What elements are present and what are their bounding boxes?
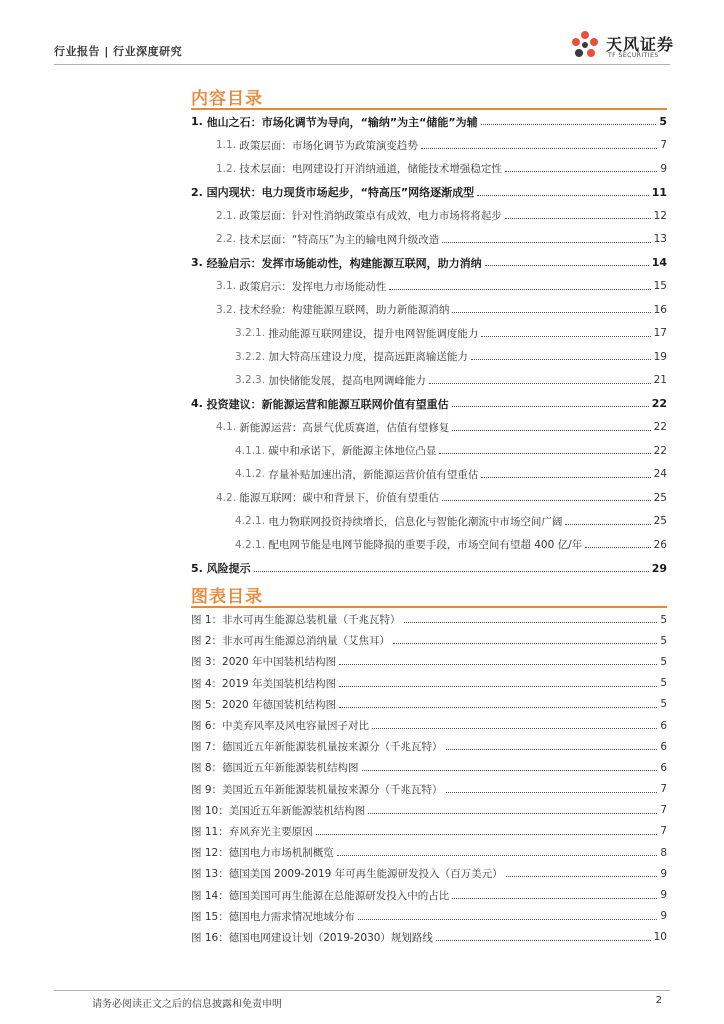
figure-entry-label: 图 14：德国美国可再生能源在总能源研发投入中的占比 [191,889,450,902]
toc-entry-number: 4.1.2. [235,468,269,481]
toc-leader-dots [481,477,650,478]
figure-leader-dots [358,919,658,920]
toc-entry-number: 3. [191,256,207,270]
toc-entry-label: 技术层面：“特高压”为主的输电网升级改造 [239,233,440,246]
toc-entry[interactable] [191,486,667,510]
toc-entry-page: 17 [653,327,667,340]
figures-title: 图表目录 [191,587,263,607]
toc-entry-page: 11 [651,185,667,199]
toc-entry-page: 19 [653,350,667,363]
toc-entry-number: 1.2. [216,162,240,175]
toc-entry-label: 碳中和承诺下，新能源主体地位凸显 [268,445,437,458]
toc-entry-page: 26 [653,538,667,551]
figure-leader-dots [337,855,658,856]
figure-leader-dots [368,813,657,814]
toc-entry-page: 12 [653,209,667,222]
figure-entry[interactable] [191,757,667,778]
toc-entry[interactable] [191,228,667,252]
toc-entry-page: 22 [653,421,667,434]
figure-entry-page: 5 [660,698,667,711]
toc-entry-label: 配电网节能是电网节能降损的重要手段，市场空间有望超 400 亿/年 [268,539,583,552]
logo-name-cn: 天风证券 [606,35,675,54]
toc-entry-label: 技术层面：电网建设打开消纳通道，储能技术增强稳定性 [239,163,502,176]
toc-entry-number: 2.1. [216,209,240,222]
toc-leader-dots [452,312,650,313]
toc-entry[interactable] [191,110,667,134]
figure-entry[interactable] [191,673,667,694]
toc-entry-page: 21 [653,374,667,387]
toc-entry[interactable] [191,557,667,581]
figure-entry-page: 9 [660,867,667,880]
figure-entry[interactable] [191,906,667,927]
figure-entry-label: 图 3：2020 年中国装机结构图 [191,656,337,669]
figure-entry[interactable] [191,715,667,736]
figure-leader-dots [436,940,651,941]
figure-entry[interactable] [191,884,667,905]
toc-entry-number: 3.2. [216,303,240,316]
toc-entry-page: 9 [660,162,667,175]
figure-leader-dots [393,643,657,644]
footer-page-number: 2 [655,995,662,1006]
toc-entry-number: 4.1.1. [235,444,269,457]
figure-entry-label: 图 15：德国电力需求情况地域分布 [191,910,355,923]
toc-entry-number: 2.2. [216,233,240,246]
toc-entry-number: 3.2.2. [235,350,269,363]
toc-entry-page: 24 [653,468,667,481]
toc-leader-dots [439,453,650,454]
figure-entry[interactable] [191,694,667,715]
figure-leader-dots [446,792,658,793]
figure-entry-label: 图 8：德国近五年新能源装机结构图 [191,762,359,775]
toc-entry[interactable] [191,392,667,416]
toc-entry-page: 25 [653,515,667,528]
toc-entry-label: 推动能源互联网建设，提升电网智能调度能力 [268,327,479,340]
figure-entry-label: 图 7：德国近五年新能源装机量按来源分（千兆瓦特） [191,741,443,754]
toc-entry-label: 投资建议：新能源运营和能源互联网价值有望重估 [206,397,449,411]
toc-leader-dots [452,406,649,407]
toc-leader-dots [442,500,651,501]
toc-list [191,110,667,580]
toc-entry-page: 5 [659,115,667,129]
figure-entry[interactable] [191,821,667,842]
toc-entry[interactable] [191,298,667,322]
toc-entry[interactable] [191,157,667,181]
toc-entry-number: 4.2.1. [235,515,269,528]
figure-entry-page: 5 [660,613,667,626]
figure-leader-dots [446,749,658,750]
figure-entry-label: 图 5：2020 年德国装机结构图 [191,698,337,711]
toc-entry[interactable] [191,322,667,346]
toc-entry-label: 经验启示：发挥市场能动性，构建能源互联网，助力消纳 [206,256,482,270]
figure-entry-label: 图 6：中美弃风率及风电容量因子对比 [191,720,370,733]
toc-entry-number: 4. [191,397,207,411]
figure-entry[interactable] [191,863,667,884]
figure-entry-label: 图 9：美国近五年新能源装机量按来源分（千兆瓦特） [191,783,443,796]
toc-entry-page: 7 [660,139,667,152]
figure-entry-label: 图 10：美国近五年新能源装机结构图 [191,804,366,817]
toc-entry[interactable] [191,533,667,557]
toc-leader-dots [477,195,649,196]
figure-entry-label: 图 12：德国电力市场机制概览 [191,847,334,860]
figures-title-rule [191,606,667,608]
figure-leader-dots [452,898,657,899]
figure-entry[interactable] [191,609,667,630]
toc-leader-dots [565,524,650,525]
figure-entry[interactable] [191,779,667,800]
toc-entry-page: 16 [653,303,667,316]
toc-entry-number: 5. [191,561,207,575]
toc-leader-dots [481,124,657,125]
toc-leader-dots [485,265,649,266]
toc-entry-number: 4.2. [216,491,240,504]
toc-entry-label: 新能源运营：高景气优质赛道，估值有望修复 [239,421,450,434]
figure-entry-page: 6 [660,740,667,753]
toc-leader-dots [505,171,657,172]
figure-entry[interactable] [191,927,667,948]
company-logo [568,26,678,62]
figures-list [191,609,667,948]
figure-leader-dots [339,707,657,708]
toc-entry-label: 能源互联网：碳中和背景下，价值有望重估 [239,492,439,505]
figure-entry-page: 7 [660,783,667,796]
toc-entry[interactable] [191,416,667,440]
toc-leader-dots [254,571,649,572]
toc-entry-label: 加快储能发展，提高电网调峰能力 [268,374,426,387]
toc-entry-page: 14 [651,256,667,270]
toc-leader-dots [481,336,650,337]
figure-leader-dots [362,770,658,771]
figure-leader-dots [506,876,658,877]
figure-entry-page: 8 [660,846,667,859]
figure-entry-label: 图 1：非水可再生能源总装机量（千兆瓦特） [191,614,401,627]
toc-entry-label: 技术经验：构建能源互联网，助力新能源消纳 [239,304,450,317]
figure-entry-page: 9 [660,889,667,902]
footer-disclaimer: 请务必阅读正文之后的信息披露和免责申明 [92,999,282,1010]
header-report-type: 行业报告 | 行业深度研究 [54,45,183,58]
figure-entry[interactable] [191,736,667,757]
toc-entry-label: 电力物联网投资持续增长，信息化与智能化潮流中市场空间广阔 [268,515,563,528]
figure-entry[interactable] [191,842,667,863]
figure-entry-page: 6 [660,761,667,774]
figure-leader-dots [404,622,658,623]
toc-entry-number: 3.2.3. [235,374,269,387]
figure-entry-page: 5 [660,677,667,690]
toc-leader-dots [452,430,650,431]
figure-leader-dots [339,686,657,687]
toc-entry[interactable] [191,181,667,205]
figure-entry-label: 图 11：弃风弃光主要原因 [191,825,313,838]
toc-entry-label: 政策启示：发挥电力市场能动性 [239,280,387,293]
toc-leader-dots [429,383,651,384]
toc-entry-label: 风险提示 [206,562,251,576]
toc-entry[interactable] [191,345,667,369]
figure-entry-page: 9 [660,910,667,923]
figure-leader-dots [316,834,658,835]
toc-entry[interactable] [191,439,667,463]
figure-entry-page: 5 [660,634,667,647]
figure-entry[interactable] [191,651,667,672]
figure-entry-label: 图 16：德国电网建设计划（2019-2030）规划路线 [191,931,433,944]
toc-entry-label: 政策层面：针对性消纳政策卓有成效，电力市场将将起步 [239,210,502,223]
toc-entry[interactable] [191,510,667,534]
toc-entry-page: 15 [653,280,667,293]
toc-entry-number: 1.1. [216,139,240,152]
toc-entry-page: 22 [653,444,667,457]
toc-leader-dots [585,547,650,548]
figure-entry-page: 6 [660,719,667,732]
figure-entry-label: 图 2：非水可再生能源总消纳量（艾焦耳） [191,635,391,648]
logo-flower-icon [568,28,604,62]
figure-entry-label: 图 4：2019 年美国装机结构图 [191,677,337,690]
toc-entry-number: 3.1. [216,280,240,293]
toc-leader-dots [505,218,651,219]
toc-entry-page: 13 [653,233,667,246]
toc-entry-number: 4.1. [216,421,240,434]
toc-entry-number: 1. [191,115,207,129]
toc-entry-label: 政策层面：市场化调节为政策演变趋势 [239,139,418,152]
figure-entry[interactable] [191,800,667,821]
toc-entry[interactable] [191,251,667,275]
toc-entry[interactable] [191,204,667,228]
toc-entry[interactable] [191,369,667,393]
toc-entry-number: 3.2.1. [235,327,269,340]
toc-entry-page: 22 [651,397,667,411]
toc-leader-dots [471,359,651,360]
toc-entry[interactable] [191,463,667,487]
toc-entry-label: 存量补贴加速出清，新能源运营价值有望重估 [268,468,479,481]
figure-leader-dots [339,664,657,665]
toc-entry-label: 国内现状：电力现货市场起步，“特高压”网络逐渐成型 [206,186,475,200]
toc-leader-dots [421,148,657,149]
toc-entry[interactable] [191,275,667,299]
figure-leader-dots [372,728,657,729]
toc-entry-number: 4.2.1. [235,538,269,551]
figure-entry-page: 7 [660,804,667,817]
figure-entry-page: 5 [660,655,667,668]
toc-entry-page: 25 [653,491,667,504]
toc-entry-page: 29 [651,561,667,575]
toc-title: 内容目录 [191,89,263,109]
figure-entry-label: 图 13：德国美国 2009-2019 年可再生能源研发投入（百万美元） [191,868,503,881]
toc-entry-label: 加大特高压建设力度，提高远距离输送能力 [268,351,468,364]
toc-leader-dots [442,242,650,243]
toc-entry[interactable] [191,134,667,158]
toc-entry-label: 他山之石：市场化调节为导向，“输纳”为主“储能”为辅 [206,115,478,129]
logo-name-en: TF SECURITIES [608,52,659,59]
toc-entry-number: 2. [191,185,207,199]
figure-entry-page: 7 [660,825,667,838]
header-divider [54,64,670,65]
figure-entry-page: 10 [653,931,667,944]
footer-divider [54,990,670,991]
toc-leader-dots [389,289,650,290]
figure-entry[interactable] [191,630,667,651]
